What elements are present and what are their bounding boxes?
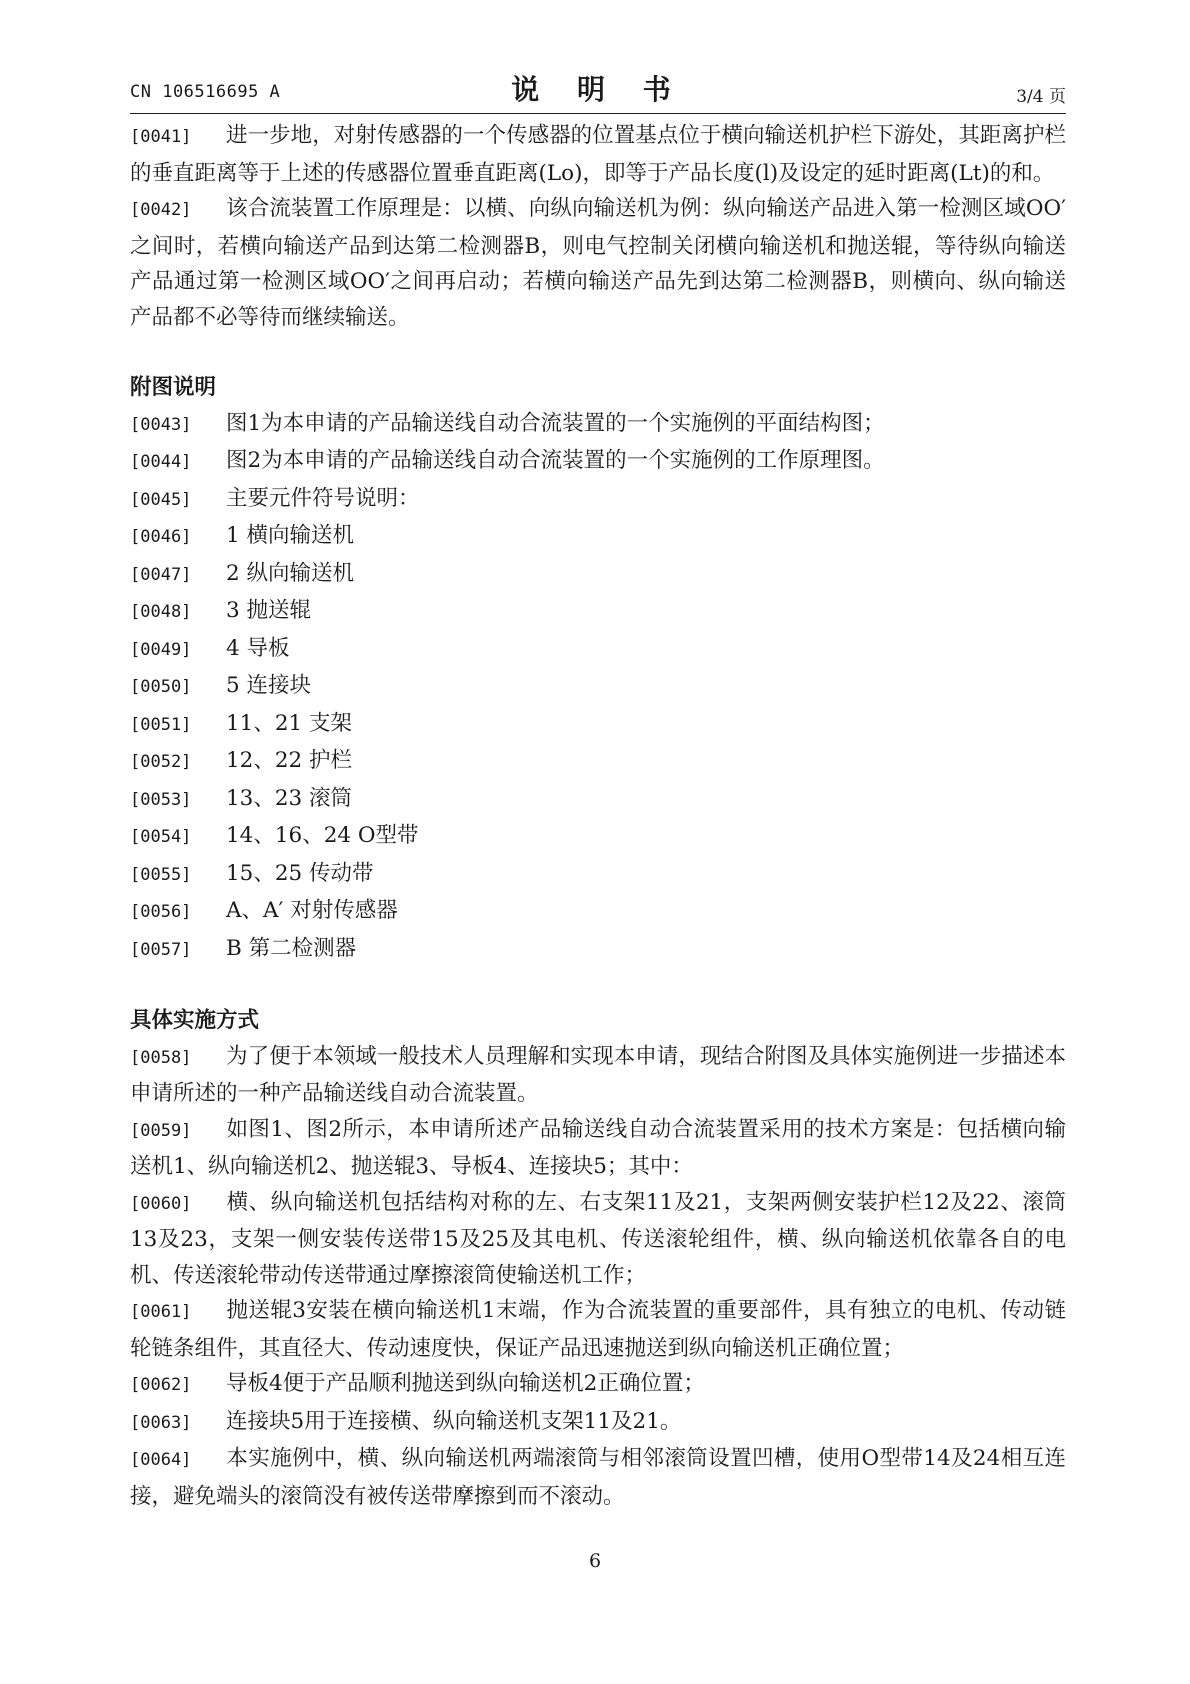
paragraph-number: [0047]	[130, 564, 192, 585]
paragraph-text: 14、16、24 O型带	[226, 823, 419, 848]
document-body	[130, 118, 1066, 1514]
paragraph-number: [0056]	[130, 902, 192, 922]
paragraph	[130, 1112, 1066, 1185]
paragraph-text: 4 导板	[226, 635, 290, 661]
page-header	[130, 64, 1066, 112]
paragraph-text: 导板4便于产品顺利抛送到纵向输送机2正确位置；	[226, 1371, 705, 1396]
page-number: 6	[588, 1550, 602, 1572]
paragraph	[130, 118, 1066, 191]
paragraph-text: 3 抛送辊	[226, 598, 312, 623]
paragraph	[130, 893, 1066, 931]
paragraph-number: [0045]	[130, 489, 192, 510]
paragraph-text: 5 连接块	[226, 673, 312, 698]
paragraph-number: [0046]	[130, 527, 192, 547]
paragraph-number: [0060]	[130, 1193, 192, 1214]
paragraph-group-intro	[130, 118, 1066, 335]
publication-number: CN 106516695 A	[130, 82, 281, 102]
paragraph-number: [0062]	[130, 1375, 192, 1395]
section-spacer	[130, 335, 1066, 370]
paragraph	[130, 1441, 1066, 1514]
paragraph	[130, 781, 1066, 819]
paragraph	[130, 818, 1066, 856]
paragraph	[130, 706, 1066, 744]
paragraph-number: [0063]	[130, 1412, 192, 1433]
paragraph-text: 2 纵向输送机	[226, 560, 355, 586]
paragraph-text: 为了便于本领域一般技术人员理解和实现本申请，现结合附图及具体实施例进一步描述本申请所述的一种产品输送线自动合流装置。	[130, 1043, 1066, 1106]
paragraph-number: [0052]	[130, 752, 192, 772]
paragraph	[130, 1293, 1066, 1366]
paragraph	[130, 481, 1066, 519]
paragraph	[130, 1039, 1066, 1112]
paragraph	[130, 856, 1066, 894]
paragraph-number: [0043]	[130, 414, 192, 435]
section-heading-figures: 附图说明	[130, 375, 217, 400]
document-title: 说 明 书	[511, 73, 685, 106]
paragraph	[130, 1366, 1066, 1404]
paragraph-number: [0055]	[130, 864, 192, 885]
paragraph-text: B 第二检测器	[226, 935, 357, 961]
paragraph	[130, 556, 1066, 594]
paragraph	[130, 743, 1066, 781]
paragraph-text: 主要元件符号说明：	[226, 485, 420, 511]
paragraph-number: [0064]	[130, 1450, 192, 1470]
paragraph-text: 如图1、图2所示，本申请所述产品输送线自动合流装置采用的技术方案是：包括横向输送机1、纵向输送机2、抛送辊3、导板4、连接块5；其中：	[130, 1116, 1066, 1179]
paragraph-number: [0053]	[130, 789, 192, 810]
paragraph	[130, 406, 1066, 444]
header-divider	[130, 113, 1066, 114]
paragraph-text: 12、22 护栏	[226, 748, 353, 773]
paragraph-number: [0061]	[130, 1302, 192, 1322]
paragraph-group-figures	[130, 406, 1066, 969]
paragraph-number: [0057]	[130, 939, 192, 960]
section-spacer	[130, 968, 1066, 1003]
paragraph-text: 1 横向输送机	[226, 523, 355, 548]
paragraph-number: [0059]	[130, 1120, 192, 1141]
section-heading-embodiment: 具体实施方式	[130, 1008, 260, 1033]
paragraph-number: [0054]	[130, 827, 192, 847]
paragraph	[130, 668, 1066, 706]
paragraph	[130, 1185, 1066, 1294]
paragraph-text: 横、纵向输送机包括结构对称的左、右支架11及21，支架两侧安装护栏12及22、滚筒13及23，支架一侧安装传送带15及25及其电机、传送滚轮组件，横、纵向输送机依靠各自的电机、传送滚轮带动传送带通过摩擦滚筒使输送机工作；	[130, 1189, 1066, 1288]
paragraph-number: [0048]	[130, 602, 192, 622]
paragraph	[130, 1404, 1066, 1442]
paragraph-number: [0058]	[130, 1047, 192, 1068]
paragraph-text: 本实施例中，横、纵向输送机两端滚筒与相邻滚筒设置凹槽，使用O型带14及24相互连接，避免端头的滚筒没有被传送带摩擦到而不滚动。	[130, 1446, 1066, 1509]
paragraph	[130, 518, 1066, 556]
paragraph-text: 抛送辊3安装在横向输送机1末端，作为合流装置的重要部件，具有独立的电机、传动链轮链条组件，其直径大、传动速度快，保证产品迅速抛送到纵向输送机正确位置；	[130, 1298, 1066, 1361]
paragraph-group-embodiment	[130, 1039, 1066, 1515]
paragraph-text: 15、25 传动带	[226, 860, 374, 886]
paragraph-number: [0041]	[130, 127, 192, 147]
paragraph-text: 13、23 滚筒	[226, 785, 353, 811]
paragraph-number: [0042]	[130, 200, 192, 220]
paragraph-text: 图1为本申请的产品输送线自动合流装置的一个实施例的平面结构图；	[226, 410, 885, 436]
paragraph-number: [0044]	[130, 452, 192, 472]
page-indicator: 3/4 页	[1016, 87, 1066, 107]
paragraph-text: A、A′ 对射传感器	[226, 898, 398, 923]
paragraph-text: 进一步地，对射传感器的一个传感器的位置基点位于横向输送机护栏下游处，其距离护栏的垂直距离等于上述的传感器位置垂直距离(Lo)，即等于产品长度(l)及设定的延时距离(Lt)的和。	[130, 123, 1066, 186]
paragraph-text: 11、21 支架	[226, 710, 353, 736]
paragraph-number: [0051]	[130, 714, 192, 735]
paragraph	[130, 191, 1066, 335]
paragraph-text: 图2为本申请的产品输送线自动合流装置的一个实施例的工作原理图。	[226, 448, 885, 473]
paragraph-text: 该合流装置工作原理是：以横、向纵向输送机为例：纵向输送产品进入第一检测区域OO′之间时，若横向输送产品到达第二检测器B，则电气控制关闭横向输送机和抛送辊，等待纵向输送产品通过第一检测区域OO′之间再启动；若横向输送产品先到达第二检测器B，则横向、纵向输送产品都不必等待而继续输送。	[130, 196, 1066, 330]
paragraph	[130, 931, 1066, 969]
paragraph	[130, 631, 1066, 669]
paragraph-number: [0049]	[130, 639, 192, 660]
paragraph	[130, 593, 1066, 631]
paragraph	[130, 443, 1066, 481]
paragraph-number: [0050]	[130, 677, 192, 697]
paragraph-text: 连接块5用于连接横、纵向输送机支架11及21。	[226, 1408, 682, 1434]
